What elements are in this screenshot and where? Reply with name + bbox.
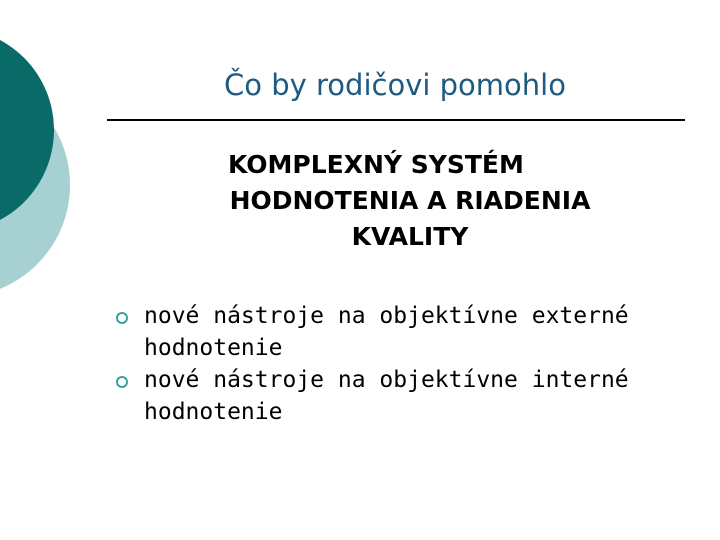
decorative-circles	[0, 0, 90, 300]
bullet-circle-icon	[116, 312, 128, 324]
bullet-item	[116, 300, 706, 364]
bullet-text-line: hodnotenie	[144, 399, 283, 425]
bullet-list	[116, 300, 706, 428]
title-underline	[107, 119, 685, 121]
bullet-text-line: hodnotenie	[144, 335, 283, 361]
slide-title: Čo by rodičovi pomohlo	[224, 68, 566, 102]
subtitle-line: HODNOTENIA A RIADENIA	[229, 186, 591, 215]
subtitle-line: KVALITY	[351, 222, 469, 251]
bullet-circle-icon	[116, 376, 128, 388]
bullet-text-line: nové nástroje na objektívne interné	[144, 367, 629, 393]
slide-subtitle	[170, 147, 650, 255]
subtitle-line: KOMPLEXNÝ SYSTÉM	[228, 150, 524, 179]
bullet-text-line: nové nástroje na objektívne externé	[144, 303, 629, 329]
bullet-item	[116, 364, 706, 428]
